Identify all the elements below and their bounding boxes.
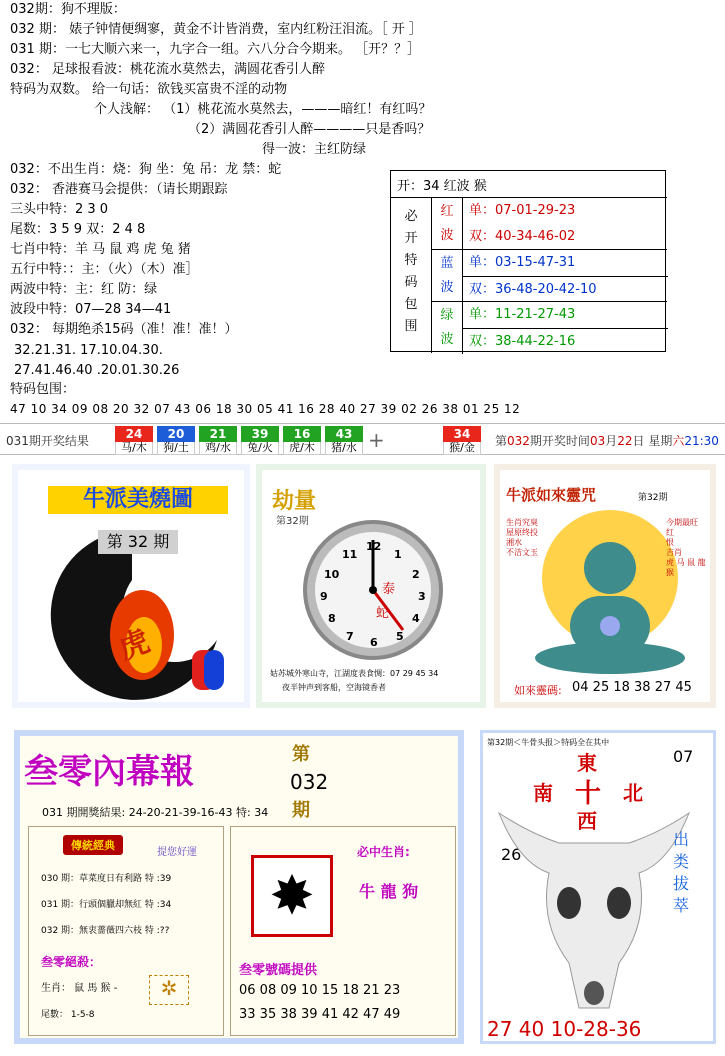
- line-2: 032 期： 婊子钟情便绸寥，黄金不计皆消费，室内红粉汪泪流。［ 开 ］: [10, 22, 422, 37]
- clock-num-8: 8: [328, 612, 336, 625]
- skull-icon: [489, 793, 699, 1013]
- table-left-label: 必 开 特 码 包 围: [391, 197, 431, 353]
- panel-skull: [480, 730, 716, 1044]
- panel4-di: 第: [292, 744, 310, 765]
- panel3-foot-label: 如來靈碼:: [514, 684, 562, 697]
- left-line-3: 三头中特：2 3 0: [10, 202, 109, 217]
- results-bar: [0, 423, 725, 455]
- panel1-period: 第 32 期: [98, 530, 178, 554]
- clock-num-12: 12: [366, 540, 382, 553]
- group-green: [431, 301, 667, 353]
- left-line-5: 七肖中特：羊 马 鼠 鸡 虎 兔 猪: [10, 242, 191, 257]
- panel-fire-image: [12, 464, 250, 708]
- group-blue-even: 双：36-48-20-42-10: [462, 276, 668, 302]
- line-5: 特码为双数。 给一句话：欲钱买富贵不淫的动物: [10, 82, 288, 97]
- result-ball: 39 兔/火: [241, 426, 279, 454]
- group-blue: [431, 249, 667, 301]
- group-blue-odd: 单：03-15-47-31: [462, 250, 668, 276]
- group-red-name: 红 波: [440, 204, 454, 243]
- panel4-result-line: 031 期開獎結果: 24-20-21-39-16-43 特: 34: [42, 806, 269, 819]
- panel2-title: 劫量: [272, 489, 317, 514]
- panel3-period: 第32期: [638, 493, 668, 503]
- clock-num-5: 5: [396, 630, 404, 643]
- panel5-dir-s: 西: [577, 809, 597, 833]
- results-title: 031期开奖结果: [6, 434, 89, 448]
- panel-buddha: [494, 464, 716, 708]
- clock-num-1: 1: [394, 548, 402, 561]
- panel3-title: 牛派如來靈咒: [506, 486, 597, 504]
- clock-num-7: 7: [346, 630, 354, 643]
- panel4-nums-row-2: 33 35 38 39 41 42 47 49: [239, 1007, 401, 1022]
- left-line-9: 032： 每期绝杀15码（准！准！准！）: [10, 322, 238, 337]
- result-ball: 43 猪/水: [325, 426, 363, 454]
- group-green-odd: 单：11-21-27-43: [462, 302, 668, 328]
- panel3-left-poem: 生肖究臭 屋原终投湘水 不洁文玉: [506, 518, 538, 557]
- panel2-foot-1: 姑苏城外寒山寺，江湖度表食惆：07 29 45 34: [270, 669, 439, 678]
- panel4-tail-line: 尾數： 1-5-8: [41, 1010, 95, 1020]
- left-line-11: 27.41.46.40 .20.01.30.26: [14, 363, 180, 378]
- clock-label-top: 泰: [382, 582, 396, 597]
- result-ball: 20 狗/土: [157, 426, 195, 454]
- panel4-period: 032: [290, 770, 329, 794]
- clock-num-9: 9: [320, 590, 328, 603]
- line-1: 032期：狗不理版：: [10, 2, 126, 17]
- panel4-left-box: [28, 826, 224, 1036]
- group-blue-name: 蓝 波: [440, 256, 454, 295]
- left-line-8: 波段中特：07—28 34—41: [10, 302, 172, 317]
- panel4-must-title: 必中生肖:: [357, 845, 410, 859]
- panel2-foot-2: 夜半钟声到客船，空海镜香者: [282, 683, 386, 692]
- group-green-name: 绿 波: [440, 308, 454, 347]
- panel4-nums-row-1: 06 08 09 10 15 18 21 23: [239, 983, 401, 998]
- panel5-num-26: 26: [501, 845, 522, 864]
- panel4-zero-title: 叁零絕殺：: [41, 955, 102, 969]
- panel4-right-box: [230, 826, 456, 1036]
- panel4-recommend: 傳統經典: [63, 835, 123, 855]
- group-green-even: 双：38-44-22-16: [462, 328, 668, 354]
- clock-label-bottom: 蛇: [376, 606, 390, 621]
- line-8: 得一波：主红防绿: [262, 142, 367, 157]
- left-line-10: 32.21.31. 17.10.04.30.: [14, 343, 163, 358]
- next-draw-time: 第032期开奖时间03月22日 星期六21:30: [495, 434, 719, 448]
- left-line-4: 尾数：3 5 9 双：2 4 8: [10, 222, 146, 237]
- group-red-odd: 单：07-01-29-23: [462, 198, 668, 224]
- panel3-foot-nums: 04 25 18 38 27 45: [572, 680, 692, 695]
- line-3: 031 期：一七大顺六来一，九字合一组。六八分合今期来。 ［开？？］: [10, 42, 421, 57]
- panel5-num-07: 07: [673, 747, 694, 766]
- panel-clock: [256, 464, 486, 708]
- history-row: 031 期：行頭個臘却無紅 特 :34: [41, 900, 172, 910]
- result-ball: 16 虎/木: [283, 426, 321, 454]
- panel1-title: 牛派美燒圖: [48, 486, 228, 514]
- line-6: 个人浅解： （1）桃花流水莫然去，———暗红！有红吗？: [94, 102, 432, 117]
- panel4-nums-title: 叁零號碼提供: [239, 963, 318, 978]
- panel5-cross: 十: [575, 779, 602, 809]
- left-line-7: 两波中特：主：红 防：绿: [10, 282, 158, 297]
- clock-num-4: 4: [412, 612, 420, 625]
- panel1-char: 虎: [114, 623, 155, 667]
- clock-num-2: 2: [412, 568, 420, 581]
- group-red-even: 双：40-34-46-02: [462, 224, 668, 250]
- panel4-remind: 提您好運: [157, 847, 197, 858]
- plus-sign: +: [368, 428, 385, 452]
- special-code-table: [390, 170, 666, 352]
- clock-num-6: 6: [370, 636, 378, 649]
- panel4-symbol-box: [251, 855, 333, 937]
- special-ball: 34 猴/金: [443, 426, 481, 454]
- panel5-dir-e: 南: [533, 781, 553, 805]
- left-line-2: 032： 香港赛马会提供：（请长期跟踪: [10, 182, 228, 197]
- panel5-bottom: 27 40 10-28-36: [487, 1017, 642, 1041]
- panel4-must-value: 牛 龍 狗: [359, 882, 419, 901]
- history-row: 030 期：草菜度日有利路 特 :39: [41, 874, 172, 884]
- panel4-qi: 期: [292, 800, 310, 821]
- left-line-1: 032：不出生肖：烧：狗 坐：兔 吊：龙 禁：蛇: [10, 162, 282, 177]
- panel5-dir-w: 北: [623, 781, 643, 805]
- table-header: 开：34 红波 猴: [397, 179, 487, 194]
- panel-newspaper: [14, 730, 464, 1044]
- clock-num-3: 3: [418, 590, 426, 603]
- burst-icon: ✸: [269, 864, 315, 927]
- result-ball: 24 马/木: [115, 426, 153, 454]
- panel5-header: 第32期＜牛骨头报＞特码全在其中: [487, 738, 610, 747]
- panel4-zodiac-line: 生肖： 鼠 馬 猴 -: [41, 983, 118, 994]
- panel5-side: 出类拔萃: [673, 830, 690, 915]
- number-row: 47 10 34 09 08 20 32 07 43 06 18 30 05 41 16 28 40 27 39 02 26 38 01 25 12: [10, 402, 521, 416]
- panel4-title: 叁零內幕報: [24, 752, 194, 792]
- result-ball: 21 鸡/水: [199, 426, 237, 454]
- history-row: 032 期：無衷薔薇四六枝 特 :??: [41, 926, 170, 936]
- clock-num-10: 10: [324, 568, 340, 581]
- left-line-12: 特码包围：: [10, 382, 76, 397]
- left-line-6: 五行中特：：主：（火）（木）准］: [10, 262, 199, 277]
- panel5-dir-n: 東: [577, 751, 597, 775]
- line-7: （2）满圆花香引人醉————只是香吗？: [188, 122, 431, 137]
- panel3-right-poem: 今期最旺 红 恨 吉肖 虎 马 鼠 龍 猴: [666, 518, 706, 577]
- panel2-period: 第32期: [276, 516, 309, 527]
- clock-num-11: 11: [342, 548, 358, 561]
- group-red: [431, 197, 667, 249]
- sun-icon: ✲: [149, 975, 189, 1005]
- line-4: 032： 足球报看波：桃花流水莫然去，满圆花香引人醉: [10, 62, 325, 77]
